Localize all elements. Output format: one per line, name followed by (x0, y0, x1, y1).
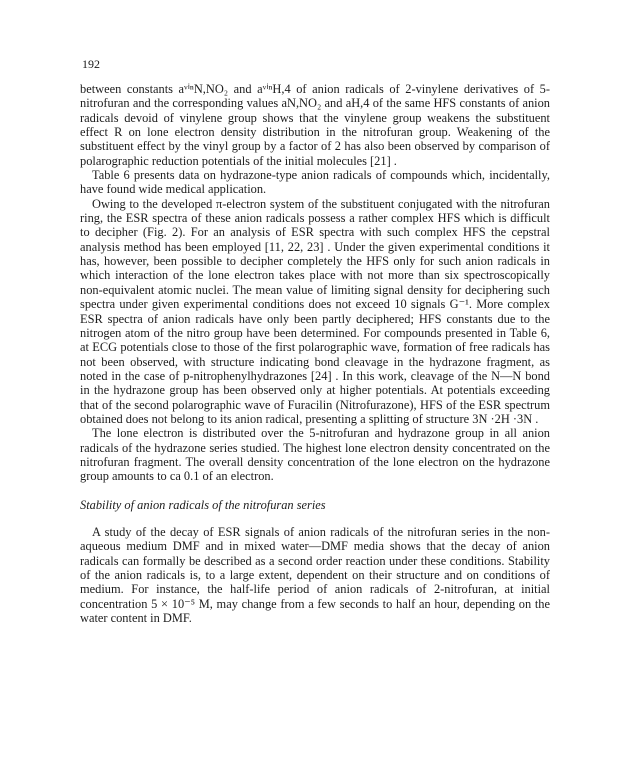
paragraph-3: Owing to the developed π-electron system of the substituent conjugated with the nitrofuran ring, the ESR spectra of these anion radicals possess a rather complex HFS which is difficult to decipher (Fig. 2). For an analysis of ESR spectra with such complex HFS the cepstral analysis method has been employed [11, 22, 23] . Under the given experimental conditions it has, however, been possible to decipher completely the HFS only for such anion radicals in which interaction of the lone electron takes place with not more than six spectroscopically non-equivalent atomic nuclei. The mean value of limiting signal density for deciphering such spectra under given experimental conditions does not exceed 10 signals G⁻¹. More complex ESR spectra of anion radicals have only been partly deciphered; HFS constants due to the nitrogen atom of the nitro group have been determined. For compounds presented in Table 6, at ECG potentials close to those of the first polarographic wave, formation of free radicals has not been observed, with structure indicating bond cleavage in the hydrazone fragment, as noted in the case of p-nitrophenylhydrazones [24] . In this work, cleavage of the N—N bond in the hydrazone group has been observed only at higher potentials. At potentials exceeding that of the second polarographic wave of Furacilin (Nitrofurazone), HFS of the ESR spectrum obtained does not belong to its anion radical, presenting a splitting of structure 3N ·2H ·3N . (80, 196, 550, 426)
paragraph-2: Table 6 presents data on hydrazone-type anion radicals of compounds which, incidentally, have found wide medical application. (80, 168, 550, 197)
body-text (80, 82, 550, 625)
paragraph-1: between constants aᵛⁱⁿN,NO₂ and aᵛⁱⁿH,4 of anion radicals of 2-vinylene derivatives of 5-nitrofuran and the corresponding values aN,NO₂ and aH,4 of the same HFS constants of anion radicals devoid of vinylene group shows that the vinylene group weakens the substituent effect R on lone electron density distribution in the nitrofuran group. Weakening of the substituent effect by the vinyl group by a factor of 2 has also been observed by comparison of polarographic reduction potentials of the initial molecules [21] . (80, 82, 550, 168)
section-heading: Stability of anion radicals of the nitrofuran series (80, 497, 326, 512)
paragraph-4: The lone electron is distributed over the 5-nitrofuran and hydrazone group in all anion radicals of the hydrazone series studied. The highest lone electron density concentrated on the nitrofuran fragment. The overall density concentration of the lone electron on the hydrazone group amounts to ca 0.1 of an electron. (80, 426, 550, 484)
page-number: 192 (82, 57, 100, 71)
paragraph-5: A study of the decay of ESR signals of anion radicals of the nitrofuran series in the non-aqueous medium DMF and in mixed water—DMF media shows that the decay of anion radicals can formally be described as a second order reaction under these conditions. Stability of the anion radicals is, to a large extent, dependent on their structure and on conditions of medium. For instance, the half-life period of anion radicals of 2-nitrofuran, at initial concentration 5 × 10⁻⁵ M, may change from a few seconds to half an hour, depending on the water content in DMF. (80, 524, 550, 626)
